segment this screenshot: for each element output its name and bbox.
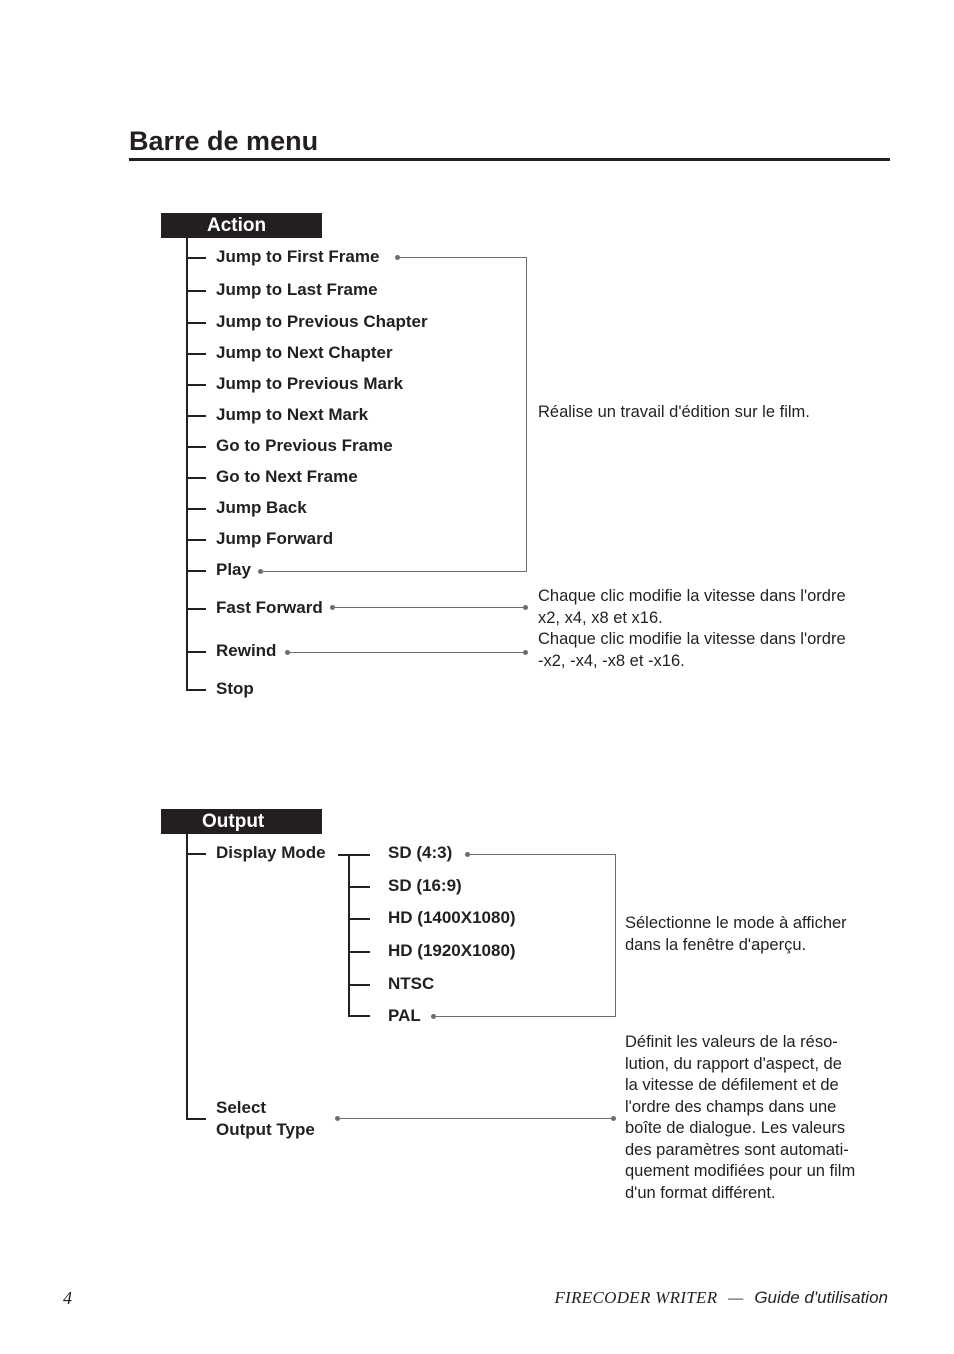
- submenu-item-hd-1920[interactable]: HD (1920X1080): [388, 941, 516, 960]
- leader-dot: [611, 1116, 616, 1121]
- branch: [186, 353, 206, 355]
- menu-item-play[interactable]: Play: [216, 560, 251, 579]
- branch: [186, 384, 206, 386]
- desc-editing: Réalise un travail d'édition sur le film.: [538, 403, 810, 421]
- branch: [186, 689, 206, 691]
- branch: [186, 570, 206, 572]
- submenu-connector: [338, 854, 370, 856]
- menu-item-fast-forward[interactable]: Fast Forward: [216, 598, 323, 617]
- menu-item-go-previous-frame[interactable]: Go to Previous Frame: [216, 436, 393, 455]
- menu-item-rewind[interactable]: Rewind: [216, 641, 277, 660]
- branch: [186, 322, 206, 324]
- leader-line-output-type: [340, 1118, 612, 1119]
- page-number: 4: [63, 1288, 72, 1308]
- menu-item-display-mode[interactable]: Display Mode: [216, 843, 326, 862]
- action-tree-trunk: [186, 238, 188, 691]
- footer-title: [554, 1287, 888, 1309]
- submenu-item-pal[interactable]: PAL: [388, 1006, 421, 1025]
- menu-item-jump-previous-mark[interactable]: Jump to Previous Mark: [216, 374, 404, 393]
- output-tree-trunk: [186, 834, 188, 1120]
- branch: [186, 446, 206, 448]
- submenu-item-sd-16-9[interactable]: SD (16:9): [388, 876, 462, 895]
- branch: [186, 651, 206, 653]
- menu-item-jump-last-frame[interactable]: Jump to Last Frame: [216, 280, 378, 299]
- branch: [348, 984, 370, 986]
- bracket-side: [526, 257, 527, 571]
- output-menu-header: Output: [161, 809, 322, 834]
- bracket-bottom: [263, 571, 527, 572]
- title-rule: [129, 158, 890, 161]
- branch: [348, 951, 370, 953]
- branch: [348, 1015, 370, 1017]
- leader-dot: [523, 650, 528, 655]
- footer-product: FIRECODER WRITER: [554, 1288, 718, 1307]
- branch: [186, 539, 206, 541]
- branch: [186, 853, 206, 855]
- leader-dot: [523, 605, 528, 610]
- desc-rewind: Chaque clic modifie la vitesse dans l'ordre -x2, -x4, -x8 et -x16.: [538, 630, 846, 670]
- branch: [186, 257, 206, 259]
- bracket-top: [470, 854, 615, 855]
- page-title: Barre de menu: [129, 126, 319, 156]
- leader-line-fast-forward: [335, 607, 523, 608]
- branch: [348, 918, 370, 920]
- menu-item-jump-back[interactable]: Jump Back: [216, 498, 307, 517]
- branch: [186, 608, 206, 610]
- footer-separator: —: [728, 1288, 744, 1307]
- action-menu-header: Action: [161, 213, 322, 238]
- branch: [186, 1118, 206, 1120]
- menu-item-stop[interactable]: Stop: [216, 679, 254, 698]
- desc-output-type: Définit les valeurs de la réso- lution, du rapport d'aspect, de la vitesse de défilement et de l'ordre des champs dans une boîte de dialogue. Les valeurs des paramètres sont automati- quement modifiées pour un film d'un format différent.: [625, 1033, 856, 1202]
- branch: [186, 415, 206, 417]
- desc-fast-forward: Chaque clic modifie la vitesse dans l'ordre x2, x4, x8 et x16.: [538, 587, 846, 627]
- bracket-top: [400, 257, 526, 258]
- leader-line-rewind: [290, 652, 523, 653]
- branch: [186, 477, 206, 479]
- menu-item-jump-previous-chapter[interactable]: Jump to Previous Chapter: [216, 312, 428, 331]
- bracket-side: [615, 854, 616, 1016]
- menu-item-select-output-type[interactable]: Select Output Type: [216, 1098, 315, 1139]
- desc-display-mode: Sélectionne le mode à afficher dans la fenêtre d'aperçu.: [625, 914, 847, 954]
- submenu-item-hd-1400[interactable]: HD (1400X1080): [388, 908, 516, 927]
- menu-item-jump-next-mark[interactable]: Jump to Next Mark: [216, 405, 369, 424]
- menu-item-go-next-frame[interactable]: Go to Next Frame: [216, 467, 358, 486]
- menu-item-jump-forward[interactable]: Jump Forward: [216, 529, 334, 548]
- submenu-item-ntsc[interactable]: NTSC: [388, 974, 435, 993]
- bracket-bottom: [436, 1016, 616, 1017]
- branch: [186, 508, 206, 510]
- footer-guide: Guide d'utilisation: [754, 1288, 888, 1307]
- submenu-trunk: [348, 854, 350, 1016]
- branch: [348, 886, 370, 888]
- branch: [186, 290, 206, 292]
- menu-item-jump-first-frame[interactable]: Jump to First Frame: [216, 247, 380, 266]
- submenu-item-sd-4-3[interactable]: SD (4:3): [388, 843, 453, 862]
- menu-item-jump-next-chapter[interactable]: Jump to Next Chapter: [216, 343, 393, 362]
